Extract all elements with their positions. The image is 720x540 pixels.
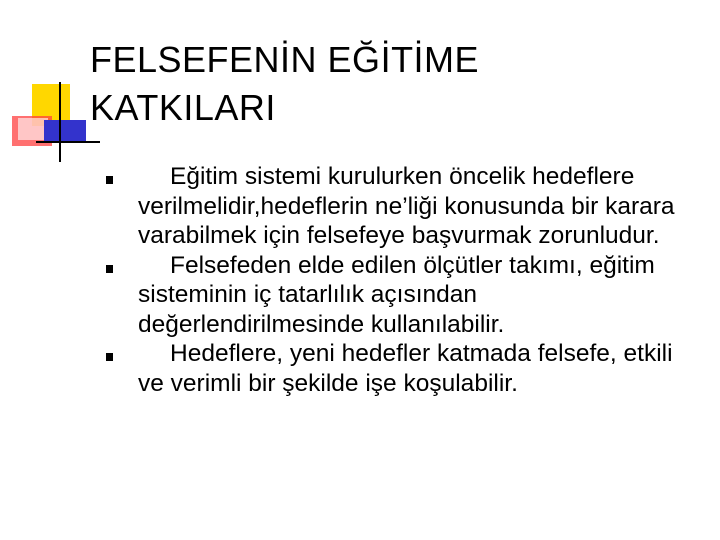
bullet-text-1: Eğitim sistemi kurulurken öncelik hedeflere verilmelidir,hedeflerin ne’liği konusunda bir karara varabilmek için felsefeye başvurmak zorunludur. (138, 163, 675, 249)
blue-square (44, 120, 86, 142)
bullet-item-2 (100, 251, 700, 340)
slide-title-line-2: KATKILARI (90, 87, 276, 128)
bullet-item-1 (100, 162, 700, 251)
square-bullet-icon (106, 265, 113, 273)
slide-title (90, 36, 690, 132)
square-bullet-icon (106, 353, 113, 361)
decorative-squares-graphic (0, 0, 100, 170)
bullet-item-3 (100, 339, 700, 398)
bullet-text-3: Hedeflere, yeni hedefler katmada felsefe, etkili ve verimli bir şekilde işe koşulabilir. (138, 340, 673, 397)
slide-title-line-1: FELSEFENİN EĞİTİME (90, 39, 480, 80)
square-bullet-icon (106, 176, 113, 184)
bullet-list (100, 162, 700, 398)
bullet-text-2: Felsefeden elde edilen ölçütler takımı, eğitim sisteminin iç tatarlılık açısından değerlendirilmesinde kullanılabilir. (138, 251, 655, 338)
white-square (18, 118, 48, 140)
